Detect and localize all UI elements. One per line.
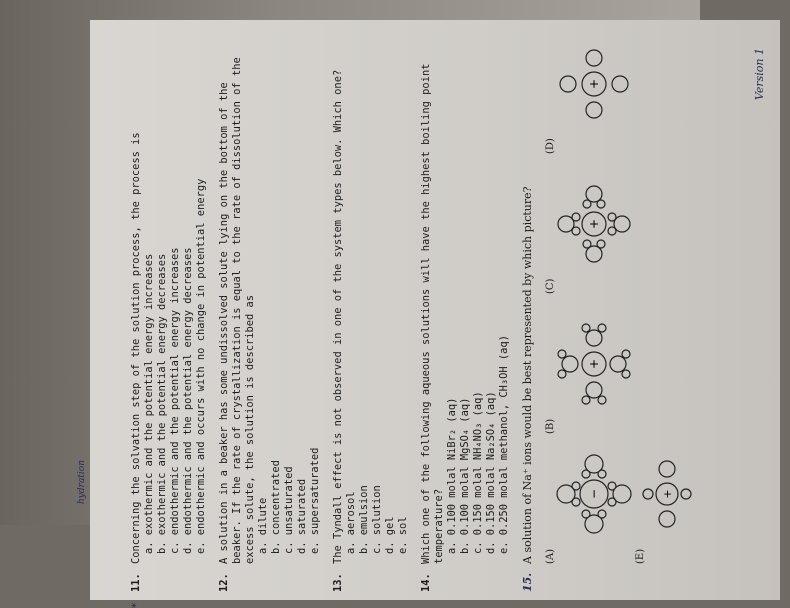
- option[interactable]: a. exothermic and the potential energy increases: [143, 253, 155, 554]
- question-stem: Which one of the following aqueous solutions will have the highest boiling point temperature?: [420, 57, 445, 564]
- question-number: 11.: [130, 573, 142, 592]
- question-stem: The Tyndall effect is not observed in one of the system types below. Which one?: [332, 69, 344, 564]
- diagram-b: [554, 314, 634, 414]
- option[interactable]: c. unsaturated: [283, 466, 295, 554]
- question-13: [332, 50, 410, 592]
- question-number: 14.: [420, 573, 432, 592]
- question-number: 12.: [218, 573, 230, 592]
- diagram-label-c[interactable]: (C): [545, 278, 556, 294]
- diagram-label-e[interactable]: (E): [635, 548, 646, 564]
- option[interactable]: d. 0.150 molal Na₂SO₄ (aq): [485, 391, 497, 554]
- diagram-label-b[interactable]: (B): [545, 418, 556, 434]
- star-mark: *: [131, 603, 142, 608]
- ion-charge: −: [587, 488, 601, 500]
- question-12: [218, 50, 322, 592]
- question-15: [521, 50, 692, 592]
- version-note: Version 1: [753, 48, 766, 101]
- ion-charge: +: [587, 218, 601, 230]
- option[interactable]: c. endothermic and the potential energy increases: [169, 247, 181, 554]
- ion-charge: +: [587, 78, 601, 90]
- diagram-label-a[interactable]: (A): [545, 548, 556, 564]
- question-stem: Concerning the solvation step of the solution process, the process is: [130, 132, 142, 564]
- question-stem: A solution in a beaker has some undissolved solute lying on the bottom of the beaker. If the rate of crystallization is equal to the rate of dissolution of the excess solute, the solution is described as: [218, 51, 256, 564]
- option[interactable]: d. endothermic and the potential energy decreases: [182, 247, 194, 554]
- option[interactable]: a. aerosol: [345, 491, 357, 554]
- worksheet: [77, 20, 780, 608]
- option[interactable]: d. gel: [384, 516, 396, 554]
- ion-charge: +: [587, 358, 601, 370]
- option[interactable]: e. 0.250 molal methanol, CH₃OH (aq): [498, 335, 510, 554]
- option[interactable]: c. solution: [371, 485, 383, 554]
- option[interactable]: a. 0.100 molal NiBr₂ (aq): [446, 397, 458, 554]
- ion-charge: +: [661, 489, 674, 499]
- diagram-d: [554, 34, 634, 134]
- question-number: 13.: [332, 573, 344, 592]
- option[interactable]: e. sol: [397, 516, 409, 554]
- diagram-c: [554, 174, 634, 274]
- diagram-label-d[interactable]: (D): [545, 138, 556, 154]
- option[interactable]: e. endothermic and occurs with no change in potential energy: [195, 178, 207, 554]
- option[interactable]: e. supersaturated: [309, 447, 321, 554]
- diagram-a: [554, 444, 634, 544]
- option[interactable]: b. concentrated: [270, 460, 282, 554]
- question-14: [420, 50, 511, 592]
- option[interactable]: b. 0.100 molal MgSO₄ (aq): [459, 397, 471, 554]
- option[interactable]: b. emulsion: [358, 485, 370, 554]
- question-number: 15.: [521, 572, 534, 592]
- question-11: [130, 50, 208, 608]
- option[interactable]: d. saturated: [296, 478, 308, 554]
- option[interactable]: a. dilute: [257, 497, 269, 554]
- option[interactable]: b. exothermic and the potential energy decreases: [156, 253, 168, 554]
- option[interactable]: c. 0.150 molal NH₄NO₃ (aq): [472, 391, 484, 554]
- diagram-e: [642, 444, 692, 544]
- question-stem: A solution of Na⁺ ions would be best represented by which picture?: [521, 186, 534, 564]
- handwritten-note: hydration: [77, 459, 87, 504]
- ion-diagrams: [542, 50, 692, 564]
